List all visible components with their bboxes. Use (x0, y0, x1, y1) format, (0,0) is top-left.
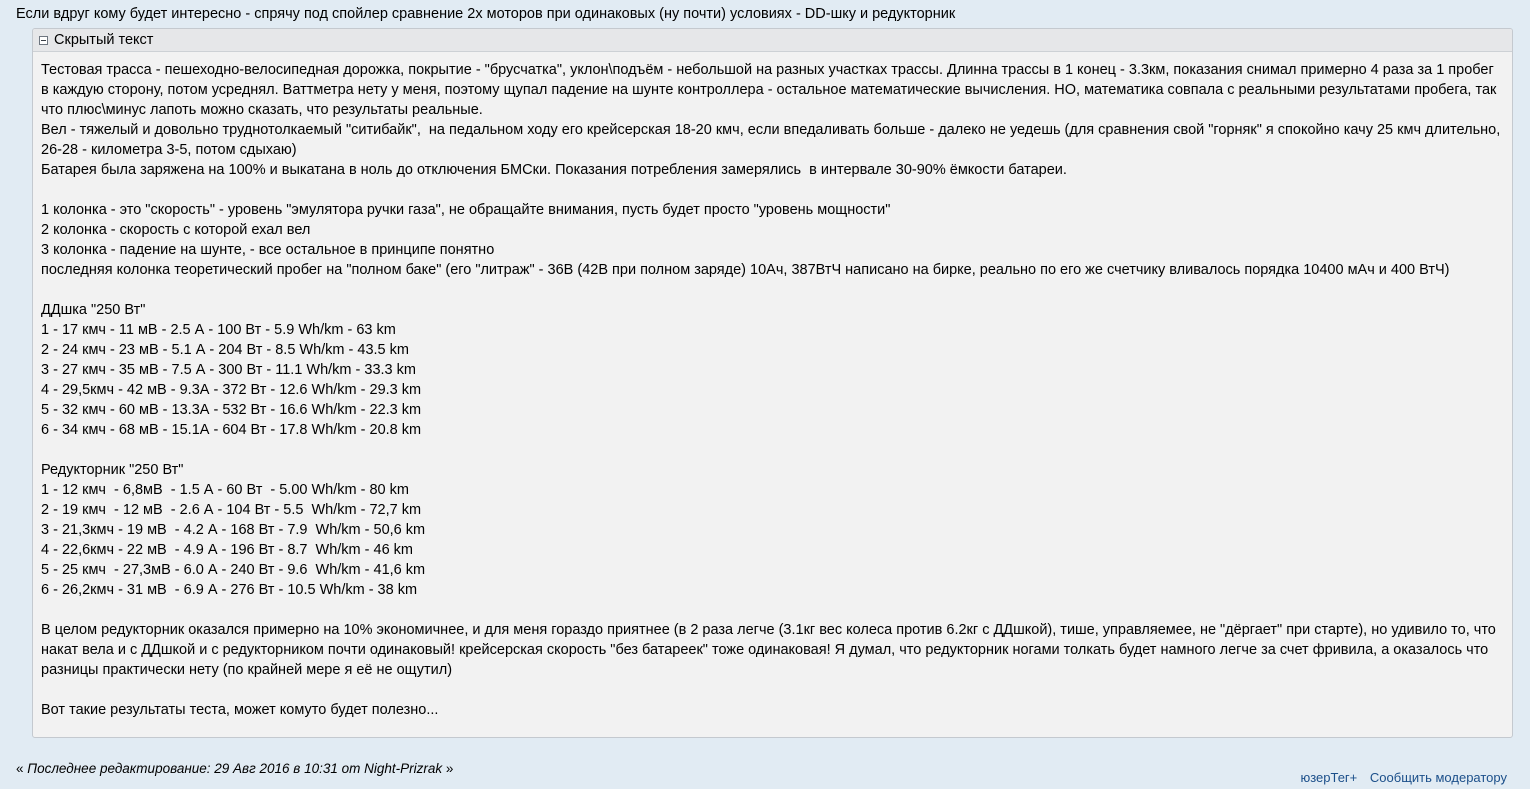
spoiler-line: 1 - 17 кмч - 11 мВ - 2.5 А - 100 Вт - 5.9 Wh/km - 63 km (41, 322, 396, 338)
post-actions (1291, 770, 1507, 785)
collapse-minus-icon[interactable] (39, 36, 48, 45)
spoiler-line: Батарея была заряжена на 100% и выкатана в ноль до отключения БМСки. Показания потребления замерялись в интервале 30-90% ёмкости батареи. (41, 162, 1067, 178)
report-moderator-link[interactable]: Сообщить модератору (1369, 770, 1507, 785)
blank-line (41, 440, 1504, 460)
spoiler-line: 3 - 27 кмч - 35 мВ - 7.5 А - 300 Вт - 11.1 Wh/km - 33.3 km (41, 362, 416, 378)
spoiler-line: 2 колонка - скорость с которой ехал вел (41, 222, 311, 238)
spoiler-toggle[interactable] (33, 29, 1512, 52)
blank-line (41, 680, 1504, 700)
spoiler-line: 2 - 19 кмч - 12 мВ - 2.6 А - 104 Вт - 5.5 Wh/km - 72,7 km (41, 502, 422, 518)
spoiler-line: Тестовая трасса - пешеходно-велосипедная дорожка, покрытие - "брусчатка", уклон\подъём - небольшой на разных участках трассы. Длинна трассы в 1 конец - 3.3км, показания снимал примерно 4 раза за 1 пробег в каждую сторону, потом усреднял. Ваттметра нету у меня, поэтому щупал падение на шунте контроллера - остальное математические вычисления. НО, математика совпала с реальными результатами пробега, так что плюс\минус лапоть можно сказать, что результаты реальные. (41, 62, 1501, 118)
spoiler-title: Скрытый текст (54, 32, 154, 48)
spoiler-line: 3 - 21,3кмч - 19 мВ - 4.2 А - 168 Вт - 7.9 Wh/km - 50,6 km (41, 522, 426, 538)
spoiler-line: Вел - тяжелый и довольно труднотолкаемый "ситибайк", на педальном ходу его крейсерская 18-20 кмч, если впедаливать больше - далеко не уедешь (для сравнения свой "горняк" я спокойно качу 25 кмч длительно, 26-28 - километра 3-5, потом сдыхаю) (41, 122, 1505, 158)
spoiler-line: 4 - 29,5кмч - 42 мВ - 9.3А - 372 Вт - 12.6 Wh/km - 29.3 km (41, 382, 422, 398)
edit-note-open-quote: « (16, 761, 24, 776)
post-intro-text: Если вдруг кому будет интересно - спрячу под спойлер сравнение 2х моторов при одинаковых (ну почти) условиях - DD-шку и редукторник (16, 6, 956, 22)
spoiler-line: Вот такие результаты теста, может комуто будет полезно... (41, 702, 439, 718)
spoiler-line: 2 - 24 кмч - 23 мВ - 5.1 А - 204 Вт - 8.5 Wh/km - 43.5 km (41, 342, 409, 358)
edit-note-close-quote: » (445, 761, 454, 776)
edit-note (16, 761, 453, 776)
spoiler-line: В целом редукторник оказался примерно на 10% экономичнее, и для меня гораздо приятнее (в 2 раза легче (3.1кг вес колеса против 6.2кг с ДДшкой), тише, управляемее, не "дёргает" при старте), но удивило то, что накат вела и с ДДшкой и с редукторником почти одинаковый! крейсерская скорость "без батареек" тоже одинаковая! Я думал, что редукторник ногами толкать будет намного легче за счет фривила, а оказалось что разницы практически нету (по крайней мере я её не ощутил) (41, 622, 1500, 678)
edit-note-text: Последнее редактирование: 29 Авг 2016 в 10:31 от Night-Prizrak (27, 761, 443, 776)
spoiler-line: 5 - 32 кмч - 60 мВ - 13.3А - 532 Вт - 16.6 Wh/km - 22.3 km (41, 402, 422, 418)
spoiler-line: 1 колонка - это "скорость" - уровень "эмулятора ручки газа", не обращайте внимания, пусть будет просто "уровень мощности" (41, 202, 891, 218)
usertag-link[interactable]: юзерТег+ (1300, 770, 1358, 785)
spoiler-line: Редукторник "250 Вт" (41, 462, 184, 478)
spoiler-line: 6 - 26,2кмч - 31 мВ - 6.9 А - 276 Вт - 10.5 Wh/km - 38 km (41, 582, 418, 598)
spoiler-line: ДДшка "250 Вт" (41, 302, 146, 318)
spoiler-block (32, 28, 1513, 738)
spoiler-line: последняя колонка теоретический пробег на "полном баке" (его "литраж" - 36В (42В при полном заряде) 10Ач, 387ВтЧ написано на бирке, реально по его же счетчику вливалось порядка 10400 мАч и 400 ВтЧ) (41, 262, 1450, 278)
blank-line (41, 600, 1504, 620)
blank-line (41, 280, 1504, 300)
spoiler-line: 5 - 25 кмч - 27,3мВ - 6.0 А - 240 Вт - 9.6 Wh/km - 41,6 km (41, 562, 426, 578)
spoiler-line: 1 - 12 кмч - 6,8мВ - 1.5 А - 60 Вт - 5.00 Wh/km - 80 km (41, 482, 409, 498)
spoiler-line: 6 - 34 кмч - 68 мВ - 15.1А - 604 Вт - 17.8 Wh/km - 20.8 km (41, 422, 422, 438)
spoiler-content (33, 52, 1512, 720)
blank-line (41, 180, 1504, 200)
spoiler-line: 3 колонка - падение на шунте, - все остальное в принципе понятно (41, 242, 495, 258)
spoiler-line: 4 - 22,6кмч - 22 мВ - 4.9 А - 196 Вт - 8.7 Wh/km - 46 km (41, 542, 414, 558)
